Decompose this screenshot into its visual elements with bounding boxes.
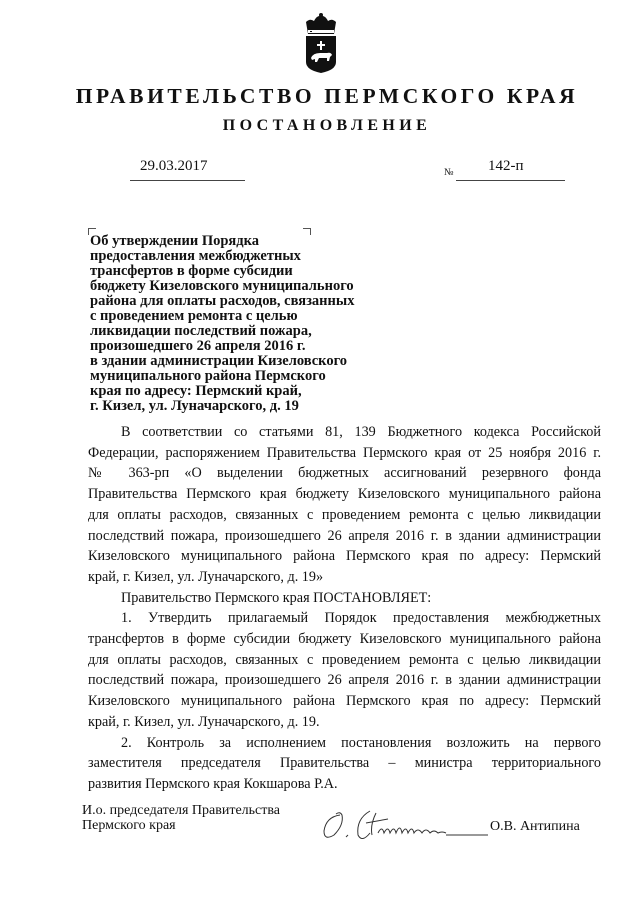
subject-line: произошедшего 26 апреля 2016 г. (90, 338, 306, 354)
subject-line: трансфертов в форме субсидии (90, 263, 293, 279)
government-title: ПРАВИТЕЛЬСТВО ПЕРМСКОГО КРАЯ (75, 84, 579, 108)
subject-line: предоставления межбюджетных (90, 248, 301, 264)
number-field (456, 158, 565, 181)
item-2-paragraph: 2. Контроль за исполнением постановления возложить на первого заместителя председателя Правительства – министра территориального развития Пермского края Кокшарова Р.А. (88, 734, 601, 792)
signatory-name: О.В. Антипина (490, 819, 580, 834)
item-1-paragraph: 1. Утвердить прилагаемый Порядок предоставления межбюджетных трансфертов в форме субсидии бюджету Кизеловского муниципального района для оплаты расходов, связанных с проведением ремонта с целью ликвидации последствий пожара, произошедшего 26 апреля 2016 г. в здании администрации Кизеловского муниципального района Пермского края по адресу: Пермский край, г. Кизел, ул. Луначарского, д. 19. (88, 610, 601, 730)
document-number: 142-п (488, 158, 524, 174)
document-body (88, 422, 601, 795)
number-label: № (444, 167, 454, 178)
coat-of-arms-icon (300, 12, 342, 74)
decree-paragraph: Правительство Пермского края ПОСТАНОВЛЯЕТ: (121, 589, 432, 606)
document-date: 29.03.2017 (140, 158, 208, 174)
subject-line: г. Кизел, ул. Луначарского, д. 19 (90, 398, 299, 414)
signatory-position: И.о. председателя Правительства Пермского края (82, 803, 281, 833)
date-field (130, 158, 245, 181)
subject-line: с проведением ремонта с целью (90, 308, 298, 324)
subject-line: Об утверждении Порядка (90, 233, 259, 249)
subject-line: муниципального района Пермского (90, 368, 326, 384)
preamble-paragraph: В соответствии со статьями 81, 139 Бюджетного кодекса Российской Федерации, распоряжением Правительства Пермского края от 25 ноября 2016 г. № 363-рп «О выделении бюджетных ассигнований резервного фонда Правительства Пермского края бюджету Кизеловского муниципального района для оплаты расходов, связанных с проведением ремонта с целью ликвидации последствий пожара, произошедшего 26 апреля 2016 г. в здании администрации Кизеловского муниципального района Пермского края по адресу: Пермский край, г. Кизел, ул. Луначарского, д. 19» (88, 424, 601, 585)
document-subject (90, 233, 355, 414)
document-type: ПОСТАНОВЛЕНИЕ (222, 117, 432, 134)
subject-line: в здании администрации Кизеловского (90, 353, 348, 369)
handwritten-signature-icon (318, 805, 488, 845)
subject-line: края по адресу: Пермский край, (90, 383, 302, 399)
subject-line: бюджету Кизеловского муниципального (90, 278, 354, 294)
subject-line: района для оплаты расходов, связанных (90, 293, 355, 309)
subject-line: ликвидации последствий пожара, (90, 323, 312, 339)
